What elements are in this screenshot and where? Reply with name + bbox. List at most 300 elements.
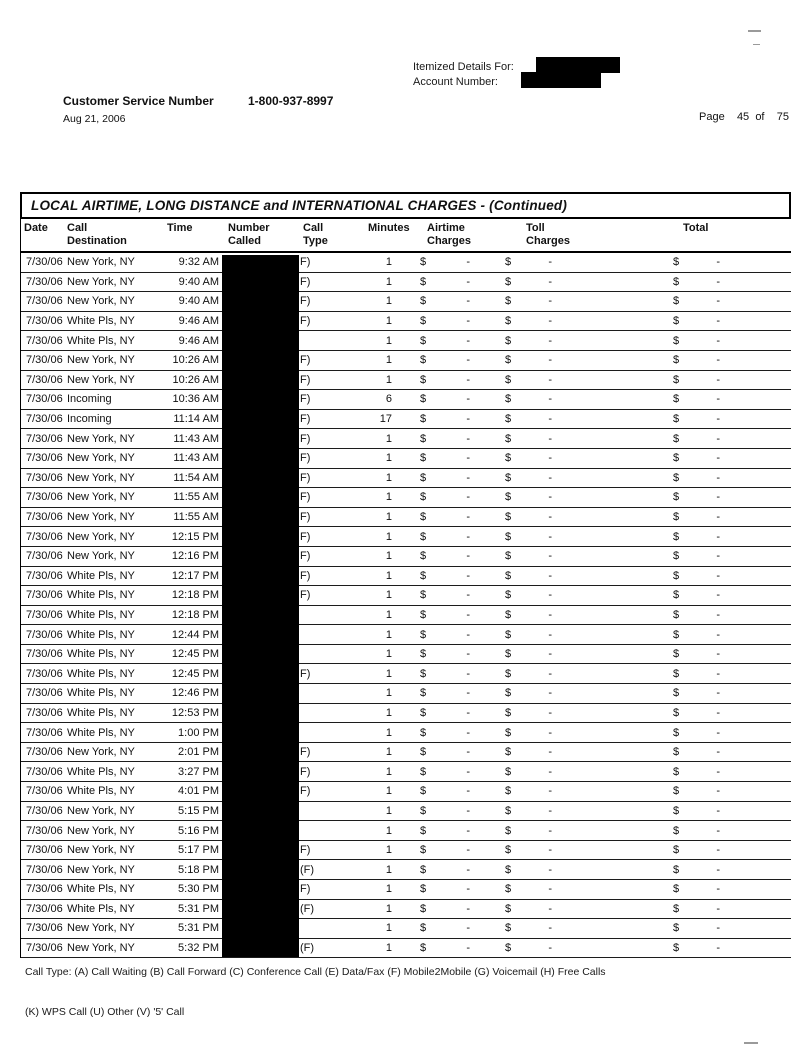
cell-total xyxy=(673,550,720,562)
cell-toll-charges xyxy=(505,922,552,934)
cell-total xyxy=(673,785,720,797)
currency-symbol: $ xyxy=(673,432,680,445)
scan-artifact xyxy=(744,1042,758,1044)
charge-value: - xyxy=(548,824,552,837)
table-title: LOCAL AIRTIME, LONG DISTANCE and INTERNATIONAL CHARGES - (Continued) xyxy=(20,192,791,219)
cell-minutes: 1 xyxy=(385,785,392,798)
cell-time: 11:43 AM xyxy=(173,432,219,445)
charge-value: - xyxy=(466,883,470,896)
charge-value: - xyxy=(548,432,552,445)
charge-value: - xyxy=(548,452,552,465)
currency-symbol: $ xyxy=(420,275,427,288)
cell-minutes: 1 xyxy=(385,530,392,543)
cell-call-type: F) xyxy=(300,275,311,288)
currency-symbol: $ xyxy=(505,648,512,661)
charge-value: - xyxy=(716,804,720,817)
scan-artifact xyxy=(753,44,760,45)
cell-time: 12:53 PM xyxy=(171,706,219,719)
cell-date: 7/30/06 xyxy=(26,667,63,680)
currency-symbol: $ xyxy=(505,511,512,524)
cell-total xyxy=(673,746,720,758)
currency-symbol: $ xyxy=(673,746,680,759)
cell-minutes: 1 xyxy=(385,275,392,288)
cell-total xyxy=(673,825,720,837)
cell-airtime-charges xyxy=(420,629,470,641)
cell-call-type: F) xyxy=(300,765,311,778)
cell-date: 7/30/06 xyxy=(26,746,63,759)
currency-symbol: $ xyxy=(673,530,680,543)
cell-date: 7/30/06 xyxy=(26,608,63,621)
currency-symbol: $ xyxy=(420,726,427,739)
charge-value: - xyxy=(716,295,720,308)
table-body xyxy=(20,253,791,958)
cell-time: 1:00 PM xyxy=(178,726,219,739)
cell-total xyxy=(673,570,720,582)
cell-toll-charges xyxy=(505,864,552,876)
cell-date: 7/30/06 xyxy=(26,295,63,308)
cell-minutes: 1 xyxy=(385,648,392,661)
currency-symbol: $ xyxy=(505,902,512,915)
cell-airtime-charges xyxy=(420,413,470,425)
cell-toll-charges xyxy=(505,785,552,797)
table-row xyxy=(21,488,791,508)
call-type-legend-line2: (K) WPS Call (U) Other (V) '5' Call xyxy=(25,1006,185,1018)
table-row xyxy=(21,919,791,939)
currency-symbol: $ xyxy=(420,256,427,269)
charge-value: - xyxy=(466,667,470,680)
currency-symbol: $ xyxy=(505,824,512,837)
charge-value: - xyxy=(548,922,552,935)
cell-date: 7/30/06 xyxy=(26,315,63,328)
cell-time: 5:31 PM xyxy=(178,922,219,935)
cell-date: 7/30/06 xyxy=(26,432,63,445)
cell-minutes: 1 xyxy=(385,628,392,641)
cell-toll-charges xyxy=(505,648,552,660)
cell-destination: New York, NY xyxy=(67,942,135,955)
currency-symbol: $ xyxy=(673,608,680,621)
table-row xyxy=(21,900,791,920)
currency-symbol: $ xyxy=(673,373,680,386)
table-row xyxy=(21,527,791,547)
cell-destination: White Pls, NY xyxy=(67,883,135,896)
currency-symbol: $ xyxy=(420,530,427,543)
col-header-number-called: Number Called xyxy=(228,222,270,247)
charge-value: - xyxy=(548,511,552,524)
table-row xyxy=(21,841,791,861)
cell-total xyxy=(673,531,720,543)
charge-value: - xyxy=(716,256,720,269)
cell-call-type: F) xyxy=(300,511,311,524)
cell-total xyxy=(673,472,720,484)
currency-symbol: $ xyxy=(505,863,512,876)
cell-total xyxy=(673,727,720,739)
currency-symbol: $ xyxy=(505,530,512,543)
cell-airtime-charges xyxy=(420,295,470,307)
cell-minutes: 1 xyxy=(385,295,392,308)
currency-symbol: $ xyxy=(420,706,427,719)
currency-symbol: $ xyxy=(420,824,427,837)
cell-destination: New York, NY xyxy=(67,746,135,759)
currency-symbol: $ xyxy=(673,471,680,484)
currency-symbol: $ xyxy=(420,589,427,602)
currency-symbol: $ xyxy=(673,589,680,602)
statement-date: Aug 21, 2006 xyxy=(63,113,126,125)
currency-symbol: $ xyxy=(505,432,512,445)
cell-time: 5:30 PM xyxy=(178,883,219,896)
charge-value: - xyxy=(466,706,470,719)
charge-value: - xyxy=(716,706,720,719)
cell-call-type: F) xyxy=(300,315,311,328)
cell-time: 11:55 AM xyxy=(173,511,219,524)
cell-time: 11:14 AM xyxy=(173,413,219,426)
currency-symbol: $ xyxy=(673,256,680,269)
cell-date: 7/30/06 xyxy=(26,511,63,524)
cell-destination: White Pls, NY xyxy=(67,706,135,719)
scan-artifact xyxy=(748,30,761,32)
currency-symbol: $ xyxy=(420,922,427,935)
table-row xyxy=(21,684,791,704)
cell-toll-charges xyxy=(505,531,552,543)
currency-symbol: $ xyxy=(505,942,512,955)
currency-symbol: $ xyxy=(505,413,512,426)
currency-symbol: $ xyxy=(505,334,512,347)
cell-time: 10:36 AM xyxy=(172,393,219,406)
cell-toll-charges xyxy=(505,746,552,758)
charge-value: - xyxy=(548,687,552,700)
currency-symbol: $ xyxy=(505,550,512,563)
charge-value: - xyxy=(716,530,720,543)
cell-time: 12:18 PM xyxy=(171,608,219,621)
cell-airtime-charges xyxy=(420,531,470,543)
currency-symbol: $ xyxy=(420,648,427,661)
cell-airtime-charges xyxy=(420,472,470,484)
cell-date: 7/30/06 xyxy=(26,648,63,661)
cell-toll-charges xyxy=(505,629,552,641)
call-type-legend-line1: Call Type: (A) Call Waiting (B) Call Forward (C) Conference Call (E) Data/Fax (F) Mobile2Mobile (G) Voicemail (H) Free Calls xyxy=(25,966,606,978)
charge-value: - xyxy=(466,922,470,935)
currency-symbol: $ xyxy=(673,687,680,700)
currency-symbol: $ xyxy=(673,452,680,465)
cell-airtime-charges xyxy=(420,805,470,817)
cell-airtime-charges xyxy=(420,452,470,464)
currency-symbol: $ xyxy=(673,569,680,582)
cell-destination: New York, NY xyxy=(67,550,135,563)
cell-destination: New York, NY xyxy=(67,530,135,543)
cell-destination: White Pls, NY xyxy=(67,785,135,798)
charge-value: - xyxy=(466,393,470,406)
charge-value: - xyxy=(548,413,552,426)
cell-time: 12:44 PM xyxy=(171,628,219,641)
col-header-minutes: Minutes xyxy=(368,222,410,234)
charge-value: - xyxy=(466,413,470,426)
charge-value: - xyxy=(548,589,552,602)
cell-airtime-charges xyxy=(420,844,470,856)
cell-toll-charges xyxy=(505,511,552,523)
currency-symbol: $ xyxy=(420,295,427,308)
cell-airtime-charges xyxy=(420,354,470,366)
charge-value: - xyxy=(548,608,552,621)
currency-symbol: $ xyxy=(420,863,427,876)
charge-value: - xyxy=(716,746,720,759)
cell-time: 2:01 PM xyxy=(178,746,219,759)
cell-airtime-charges xyxy=(420,491,470,503)
cell-destination: New York, NY xyxy=(67,922,135,935)
col-header-airtime-charges: Airtime Charges xyxy=(427,222,472,247)
table-row xyxy=(21,371,791,391)
currency-symbol: $ xyxy=(673,844,680,857)
charge-value: - xyxy=(548,491,552,504)
currency-symbol: $ xyxy=(673,765,680,778)
cell-destination: White Pls, NY xyxy=(67,687,135,700)
redaction-column xyxy=(222,255,299,957)
cell-total xyxy=(673,942,720,954)
cell-airtime-charges xyxy=(420,256,470,268)
currency-symbol: $ xyxy=(505,373,512,386)
cell-time: 5:18 PM xyxy=(178,863,219,876)
charge-value: - xyxy=(716,550,720,563)
cell-minutes: 1 xyxy=(385,687,392,700)
charge-value: - xyxy=(466,334,470,347)
cell-toll-charges xyxy=(505,276,552,288)
cell-total xyxy=(673,668,720,680)
cell-date: 7/30/06 xyxy=(26,393,63,406)
charge-value: - xyxy=(548,706,552,719)
charge-value: - xyxy=(548,530,552,543)
currency-symbol: $ xyxy=(505,315,512,328)
charge-value: - xyxy=(548,844,552,857)
table-row xyxy=(21,880,791,900)
cell-minutes: 6 xyxy=(385,393,392,406)
cell-date: 7/30/06 xyxy=(26,256,63,269)
charge-value: - xyxy=(548,569,552,582)
charge-value: - xyxy=(716,844,720,857)
cell-minutes: 17 xyxy=(379,413,392,426)
currency-symbol: $ xyxy=(505,589,512,602)
table-row xyxy=(21,449,791,469)
cell-airtime-charges xyxy=(420,374,470,386)
cell-destination: New York, NY xyxy=(67,256,135,269)
charge-value: - xyxy=(716,902,720,915)
cell-call-type: F) xyxy=(300,844,311,857)
col-header-date: Date xyxy=(24,222,48,234)
currency-symbol: $ xyxy=(420,471,427,484)
page-label: Page xyxy=(699,111,725,123)
currency-symbol: $ xyxy=(673,275,680,288)
charge-value: - xyxy=(548,883,552,896)
cell-call-type: F) xyxy=(300,452,311,465)
cell-destination: New York, NY xyxy=(67,863,135,876)
table-row xyxy=(21,351,791,371)
currency-symbol: $ xyxy=(420,765,427,778)
table-row xyxy=(21,782,791,802)
charge-value: - xyxy=(716,393,720,406)
cell-airtime-charges xyxy=(420,570,470,582)
charge-value: - xyxy=(716,726,720,739)
currency-symbol: $ xyxy=(420,902,427,915)
cell-airtime-charges xyxy=(420,335,470,347)
charge-value: - xyxy=(466,589,470,602)
charge-value: - xyxy=(548,726,552,739)
charge-value: - xyxy=(466,354,470,367)
charge-value: - xyxy=(466,550,470,563)
currency-symbol: $ xyxy=(505,844,512,857)
cell-airtime-charges xyxy=(420,766,470,778)
cell-total xyxy=(673,393,720,405)
cell-date: 7/30/06 xyxy=(26,844,63,857)
cell-time: 12:16 PM xyxy=(171,550,219,563)
currency-symbol: $ xyxy=(420,844,427,857)
cell-destination: New York, NY xyxy=(67,491,135,504)
cell-toll-charges xyxy=(505,472,552,484)
currency-symbol: $ xyxy=(505,804,512,817)
currency-symbol: $ xyxy=(505,491,512,504)
cell-toll-charges xyxy=(505,903,552,915)
currency-symbol: $ xyxy=(420,354,427,367)
cell-date: 7/30/06 xyxy=(26,530,63,543)
currency-symbol: $ xyxy=(420,628,427,641)
charge-value: - xyxy=(548,315,552,328)
cell-time: 9:46 AM xyxy=(178,315,219,328)
currency-symbol: $ xyxy=(673,550,680,563)
cell-total xyxy=(673,374,720,386)
col-header-total: Total xyxy=(683,222,709,234)
charge-value: - xyxy=(548,648,552,661)
charge-value: - xyxy=(716,315,720,328)
charge-value: - xyxy=(466,628,470,641)
cell-destination: White Pls, NY xyxy=(67,628,135,641)
currency-symbol: $ xyxy=(673,511,680,524)
charge-value: - xyxy=(466,256,470,269)
cell-minutes: 1 xyxy=(385,746,392,759)
cell-minutes: 1 xyxy=(385,432,392,445)
currency-symbol: $ xyxy=(673,628,680,641)
charge-value: - xyxy=(466,804,470,817)
currency-symbol: $ xyxy=(420,452,427,465)
cell-total xyxy=(673,864,720,876)
cell-date: 7/30/06 xyxy=(26,863,63,876)
page-current: 45 xyxy=(736,111,750,123)
cell-destination: White Pls, NY xyxy=(67,726,135,739)
charge-value: - xyxy=(716,863,720,876)
charge-value: - xyxy=(548,902,552,915)
cell-call-type: F) xyxy=(300,413,311,426)
cell-total xyxy=(673,648,720,660)
cell-minutes: 1 xyxy=(385,354,392,367)
cell-minutes: 1 xyxy=(385,550,392,563)
cell-time: 9:40 AM xyxy=(178,295,219,308)
charge-value: - xyxy=(466,863,470,876)
currency-symbol: $ xyxy=(420,569,427,582)
cell-toll-charges xyxy=(505,825,552,837)
cell-minutes: 1 xyxy=(385,844,392,857)
cell-date: 7/30/06 xyxy=(26,785,63,798)
table-row xyxy=(21,664,791,684)
cell-time: 12:45 PM xyxy=(171,648,219,661)
charge-value: - xyxy=(548,295,552,308)
cell-destination: New York, NY xyxy=(67,804,135,817)
charge-value: - xyxy=(716,491,720,504)
cell-time: 11:55 AM xyxy=(173,491,219,504)
page-total: 75 xyxy=(776,111,789,123)
cell-time: 5:15 PM xyxy=(178,804,219,817)
currency-symbol: $ xyxy=(505,726,512,739)
cell-airtime-charges xyxy=(420,511,470,523)
cell-date: 7/30/06 xyxy=(26,569,63,582)
charge-value: - xyxy=(466,471,470,484)
table-row xyxy=(21,860,791,880)
currency-symbol: $ xyxy=(420,687,427,700)
currency-symbol: $ xyxy=(673,393,680,406)
currency-symbol: $ xyxy=(673,413,680,426)
cell-minutes: 1 xyxy=(385,824,392,837)
cell-call-type: F) xyxy=(300,373,311,386)
cell-date: 7/30/06 xyxy=(26,628,63,641)
charge-value: - xyxy=(716,824,720,837)
cell-total xyxy=(673,491,720,503)
currency-symbol: $ xyxy=(420,550,427,563)
cell-destination: White Pls, NY xyxy=(67,569,135,582)
redaction-bar xyxy=(521,72,601,88)
cell-destination: Incoming xyxy=(67,413,112,426)
charge-value: - xyxy=(548,471,552,484)
cell-call-type: F) xyxy=(300,785,311,798)
cell-time: 12:46 PM xyxy=(171,687,219,700)
col-header-toll-charges: Toll Charges xyxy=(526,222,571,247)
charge-value: - xyxy=(466,315,470,328)
charge-value: - xyxy=(716,589,720,602)
charge-value: - xyxy=(466,844,470,857)
cell-date: 7/30/06 xyxy=(26,824,63,837)
cell-toll-charges xyxy=(505,570,552,582)
currency-symbol: $ xyxy=(420,491,427,504)
charge-value: - xyxy=(466,942,470,955)
cell-time: 9:46 AM xyxy=(178,334,219,347)
cell-date: 7/30/06 xyxy=(26,373,63,386)
currency-symbol: $ xyxy=(505,667,512,680)
charge-value: - xyxy=(466,824,470,837)
currency-symbol: $ xyxy=(420,883,427,896)
table-row xyxy=(21,253,791,273)
cell-date: 7/30/06 xyxy=(26,804,63,817)
currency-symbol: $ xyxy=(505,295,512,308)
currency-symbol: $ xyxy=(505,256,512,269)
cell-total xyxy=(673,687,720,699)
cell-date: 7/30/06 xyxy=(26,275,63,288)
cell-total xyxy=(673,256,720,268)
cell-total xyxy=(673,766,720,778)
cell-time: 9:32 AM xyxy=(178,256,219,269)
currency-symbol: $ xyxy=(505,608,512,621)
table-row xyxy=(21,312,791,332)
charge-value: - xyxy=(716,569,720,582)
cell-airtime-charges xyxy=(420,687,470,699)
customer-service-label: Customer Service Number xyxy=(63,94,214,108)
cell-airtime-charges xyxy=(420,315,470,327)
cell-toll-charges xyxy=(505,766,552,778)
currency-symbol: $ xyxy=(505,275,512,288)
charge-value: - xyxy=(466,608,470,621)
charge-value: - xyxy=(466,746,470,759)
currency-symbol: $ xyxy=(673,804,680,817)
cell-airtime-charges xyxy=(420,707,470,719)
cell-minutes: 1 xyxy=(385,863,392,876)
cell-time: 4:01 PM xyxy=(178,785,219,798)
cell-toll-charges xyxy=(505,335,552,347)
charge-value: - xyxy=(716,785,720,798)
currency-symbol: $ xyxy=(673,295,680,308)
cell-call-type: F) xyxy=(300,667,311,680)
currency-symbol: $ xyxy=(673,667,680,680)
